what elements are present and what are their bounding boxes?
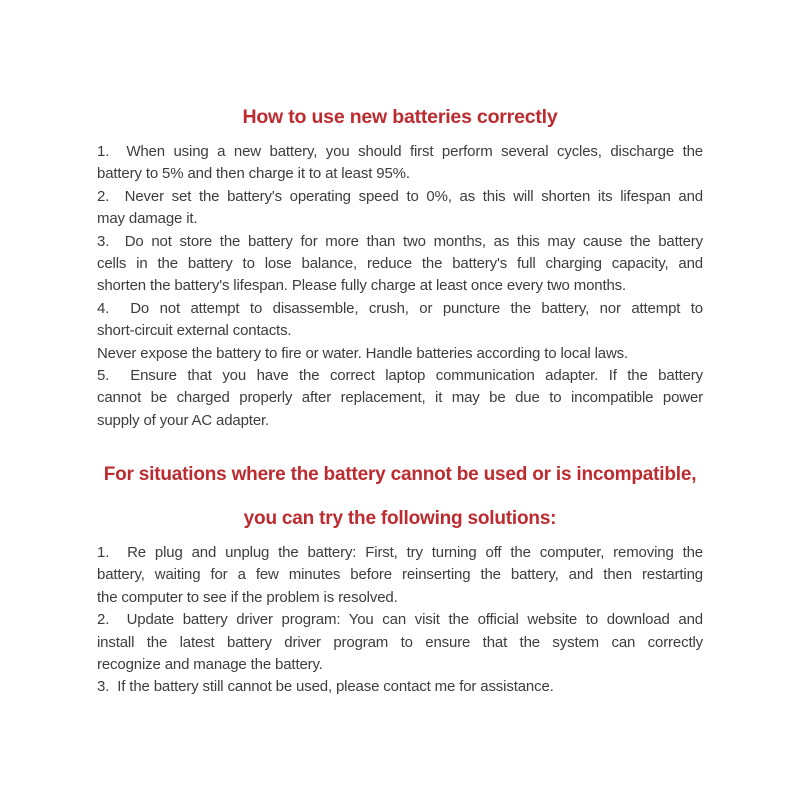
text-line: 1. Re plug and unplug the battery: First, try turning off the computer, removing the: [97, 544, 703, 561]
troubleshooting-solutions-section: [97, 542, 703, 699]
text-line: cannot be charged properly after replacement, it may be due to incompatible power: [97, 389, 703, 407]
text-line: install the latest battery driver program to ensure that the system can correctly: [97, 633, 703, 651]
text-line: 3. If the battery still cannot be used, please contact me for assistance.: [97, 678, 554, 696]
text-line: battery, waiting for a few minutes before reinserting the battery, and then restarting: [97, 566, 703, 584]
text-line: shorten the battery's lifespan. Please fully charge at least once every two months.: [97, 277, 627, 295]
text-line: 5. Ensure that you have the correct laptop communication adapter. If the battery: [97, 367, 703, 385]
document-title: How to use new batteries correctly: [242, 106, 558, 128]
text-line: Never expose the battery to fire or water. Handle batteries according to local laws.: [97, 344, 629, 362]
text-line: supply of your AC adapter.: [97, 411, 270, 429]
text-line: cells in the battery to lose balance, reduce the battery's full charging capacity, and: [97, 255, 703, 273]
text-line: battery to 5% and then charge it to at least 95%.: [97, 165, 410, 183]
text-line: the computer to see if the problem is resolved.: [97, 588, 398, 606]
text-line: may damage it.: [97, 210, 198, 228]
text-line: recognize and manage the battery.: [97, 656, 323, 674]
text-line: short-circuit external contacts.: [97, 322, 292, 340]
text-line: 2. Update battery driver program: You can visit the official website to download and: [97, 611, 703, 629]
text-line: 1. When using a new battery, you should first perform several cycles, discharge the: [97, 143, 703, 160]
usage-instructions-section: [97, 141, 703, 432]
text-line: 4. Do not attempt to disassemble, crush, or puncture the battery, nor attempt to: [97, 299, 703, 317]
text-line: 2. Never set the battery's operating speed to 0%, as this will shorten its lifespan and: [97, 187, 703, 205]
text-line: 3. Do not store the battery for more than two months, as this may cause the battery: [97, 232, 703, 250]
troubleshooting-heading-line-2: you can try the following solutions:: [243, 508, 557, 529]
troubleshooting-heading-line-1: For situations where the battery cannot be used or is incompatible,: [103, 464, 697, 485]
